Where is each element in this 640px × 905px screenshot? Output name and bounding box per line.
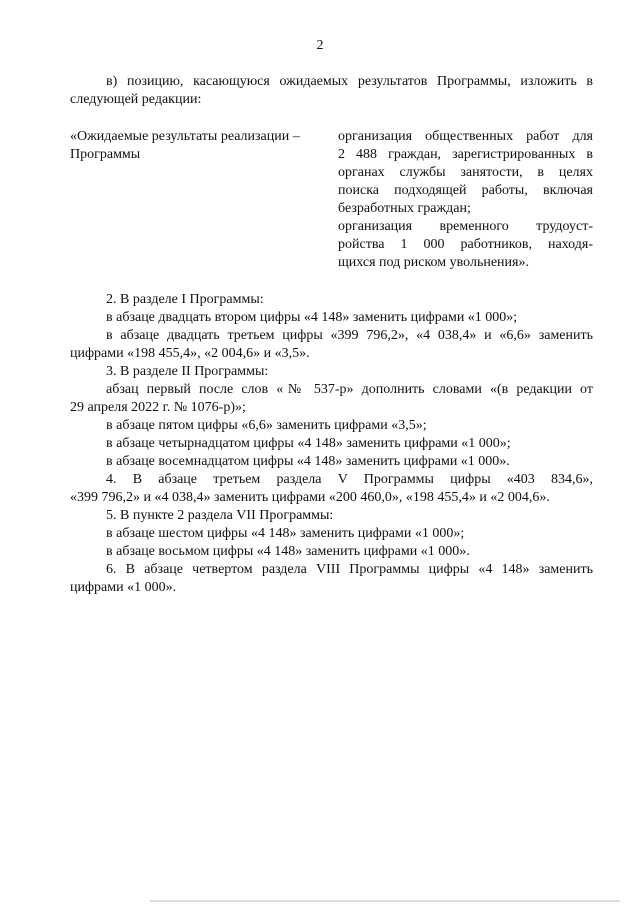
table-right-line-6: организация временного трудоуст- xyxy=(338,219,593,234)
body-line-9: в абзаце четырнадцатом цифры «4 148» заменить цифрами «1 000»; xyxy=(106,436,511,451)
table-right-line-1: организация общественных работ для xyxy=(338,129,593,144)
body-line-2: в абзаце двадцать втором цифры «4 148» заменить цифрами «1 000»; xyxy=(106,310,518,325)
body-line-15: в абзаце восьмом цифры «4 148» заменить цифрами «1 000». xyxy=(106,544,470,559)
table-right-line-3: органах службы занятости, в целях xyxy=(338,165,593,180)
body-line-13: 5. В пункте 2 раздела VII Программы: xyxy=(106,508,334,523)
table-right-line-4: поиска подходящей работы, включая xyxy=(338,183,593,198)
body-line-5: 3. В разделе II Программы: xyxy=(106,364,269,379)
body-line-4: цифрами «198 455,4», «2 004,6» и «3,5». xyxy=(70,346,310,361)
body-line-17: цифрами «1 000». xyxy=(70,580,177,595)
body-line-10: в абзаце восемнадцатом цифры «4 148» заменить цифрами «1 000». xyxy=(106,454,510,469)
body-line-7: 29 апреля 2022 г. № 1076-р)»; xyxy=(70,400,246,415)
body-line-11: 4. В абзаце третьем раздела V Программы цифры «403 834,6», xyxy=(106,472,593,487)
table-right-line-2: 2 488 граждан, зарегистрированных в xyxy=(338,147,593,162)
body-line-12: «399 796,2» и «4 038,4» заменить цифрами «200 460,0», «198 455,4» и «2 004,6». xyxy=(70,490,550,505)
body-line-14: в абзаце шестом цифры «4 148» заменить цифрами «1 000»; xyxy=(106,526,465,541)
table-right-line-5: безработных граждан; xyxy=(338,201,471,216)
body-line-3: в абзаце двадцать третьем цифры «399 796,2», «4 038,4» и «6,6» заменить xyxy=(106,328,593,343)
intro-line-1: в) позицию, касающуюся ожидаемых результатов Программы, изложить в xyxy=(106,74,593,89)
scan-edge-rule xyxy=(150,900,620,902)
table-right-line-8: щихся под риском увольнения». xyxy=(338,255,529,270)
table-left-line-2: Программы xyxy=(70,147,141,162)
table-left-line-1: «Ожидаемые результаты реализации – xyxy=(70,129,300,144)
table-right-line-7: ройства 1 000 работников, находя- xyxy=(338,237,593,252)
body-line-6: абзац первый после слов «№ 537-р» дополнить словами «(в редакции от xyxy=(106,382,593,397)
body-line-8: в абзаце пятом цифры «6,6» заменить цифрами «3,5»; xyxy=(106,418,427,433)
body-line-16: 6. В абзаце четвертом раздела VIII Программы цифры «4 148» заменить xyxy=(106,562,593,577)
body-line-1: 2. В разделе I Программы: xyxy=(106,292,264,307)
intro-line-2: следующей редакции: xyxy=(70,92,202,107)
page-number: 2 xyxy=(316,38,324,53)
